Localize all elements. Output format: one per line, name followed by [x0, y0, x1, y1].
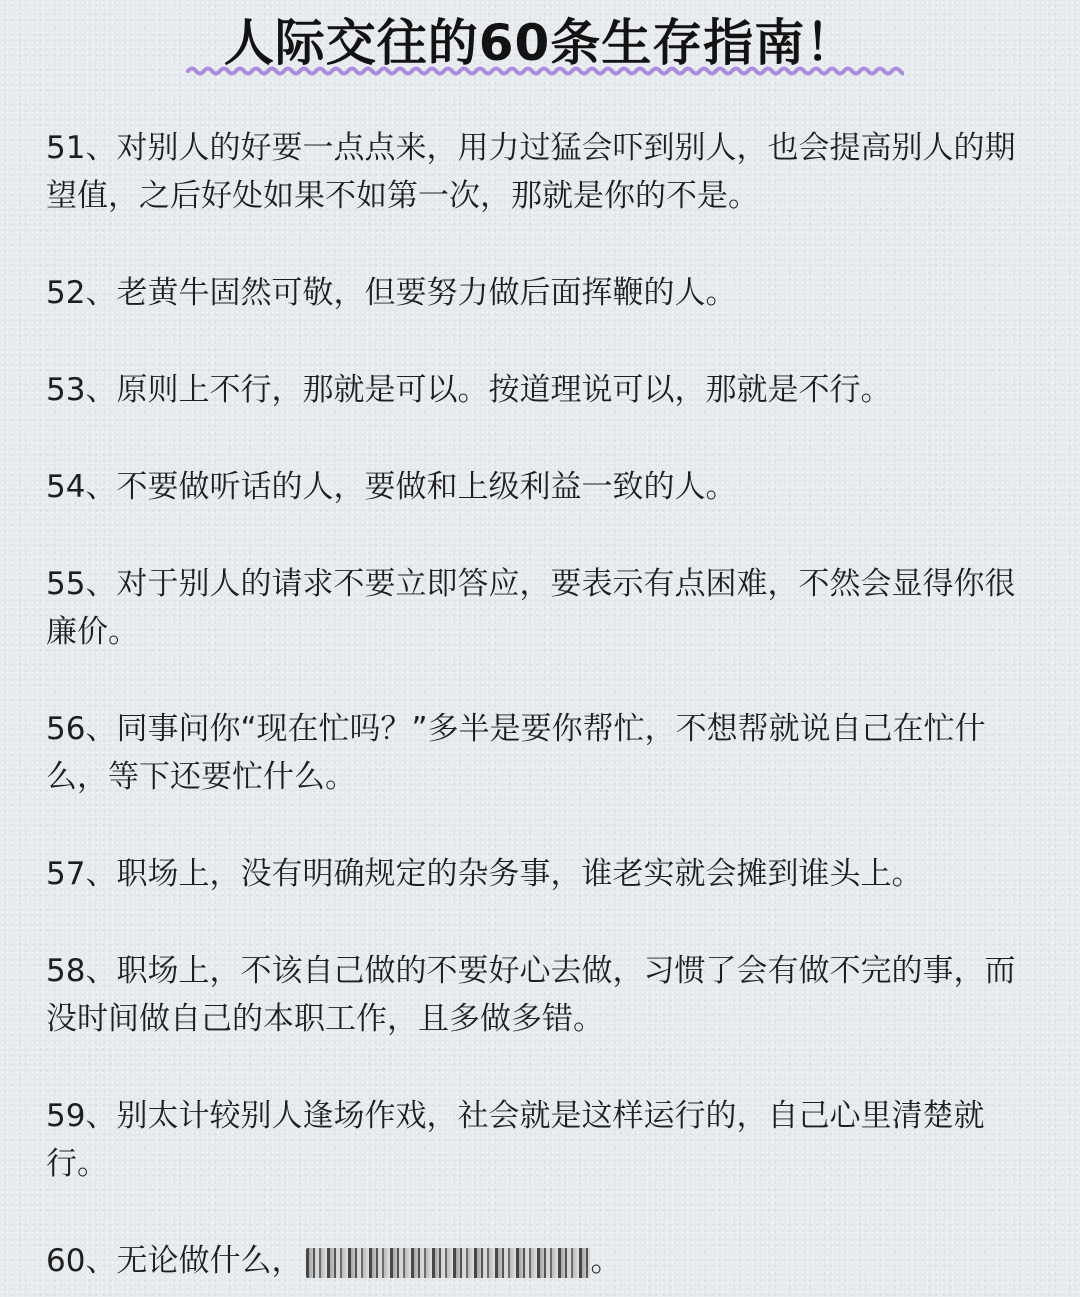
last-item-suffix: 。 — [590, 1243, 622, 1279]
list-item: 58、职场上，不该自己做的不要好心去做，习惯了会有做不完的事，而没时间做自己的本职工作，且多做多错。 — [46, 953, 1016, 1037]
title-block — [0, 6, 1080, 86]
list-item: 51、对别人的好要一点点来，用力过猛会吓到别人，也会提高别人的期望值，之后好处如果不如第一次，那就是你的不是。 — [46, 130, 1016, 214]
list-item: 53、原则上不行，那就是可以。按道理说可以，那就是不行。 — [46, 372, 892, 408]
list-item: 54、不要做听话的人，要做和上级利益一致的人。 — [46, 469, 737, 505]
guide-list — [46, 124, 1046, 1285]
list-item: 57、职场上，没有明确规定的杂务事，谁老实就会摊到谁头上。 — [46, 856, 923, 892]
wavy-underline — [186, 62, 904, 80]
list-item: 56、同事问你“现在忙吗？”多半是要你帮忙，不想帮就说自己在忙什么，等下还要忙什么。 — [46, 711, 986, 795]
list-item-last — [46, 1237, 1046, 1285]
page-title: 人际交往的60条生存指南！ — [223, 14, 857, 72]
list-item: 59、别太计较别人逢场作戏，社会就是这样运行的，自己心里清楚就行。 — [46, 1098, 985, 1182]
redacted-text-block — [306, 1248, 590, 1278]
list-item: 55、对于别人的请求不要立即答应，要表示有点困难，不然会显得你很廉价。 — [46, 566, 1016, 650]
last-item-prefix: 60、无论做什么， — [46, 1243, 303, 1279]
list-item: 52、老黄牛固然可敬，但要努力做后面挥鞭的人。 — [46, 275, 737, 311]
